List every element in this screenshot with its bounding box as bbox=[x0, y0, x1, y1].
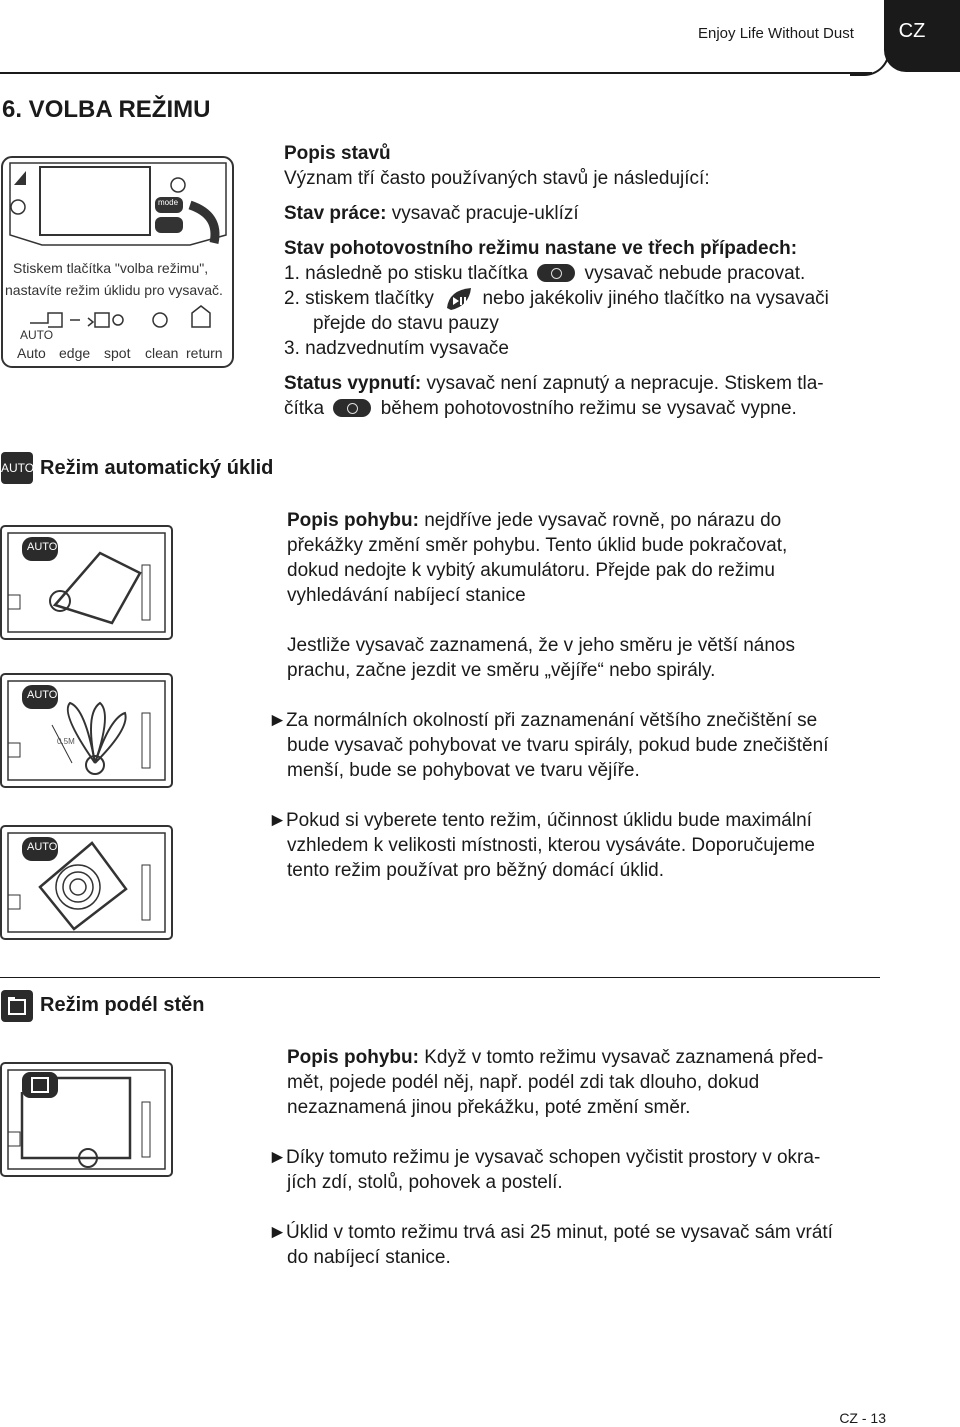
states-intro: Význam tří často používaných stavů je následující: bbox=[284, 168, 710, 189]
standby-heading: Stav pohotovostního režimu nastane ve třech případech: bbox=[284, 238, 798, 259]
edge-bullet1-line2: jích zdí, stolů, pohovek a postelí. bbox=[287, 1172, 563, 1193]
diagram-auto-badge: AUTO bbox=[27, 841, 58, 853]
language-label: CZ bbox=[898, 20, 926, 42]
off-state-label: Status vypnutí: bbox=[284, 373, 422, 394]
section-title: 6. VOLBA REŽIMU bbox=[2, 96, 211, 123]
bullet-arrow-icon: ► bbox=[268, 710, 287, 731]
edge-diagram bbox=[0, 1062, 174, 1178]
work-state-text: vysavač pracuje-uklízí bbox=[386, 203, 579, 224]
auto-move-label: Popis pohybu: bbox=[287, 510, 419, 531]
edge-mode-title: Režim podél stěn bbox=[40, 994, 205, 1016]
auto-bullet1-text1: Za normálních okolností při zaznamenání většího znečištění se bbox=[286, 710, 818, 731]
header-rule bbox=[0, 72, 872, 74]
auto-bullet2-text1: Pokud si vyberete tento režim, účinnost úklidu bude maximální bbox=[286, 810, 812, 831]
standby-item-2-pre: 2. stiskem tlačítky bbox=[284, 288, 434, 309]
auto-move-line2: překážky změní směr pohybu. Tento úklid bude pokračovat, bbox=[287, 535, 788, 556]
edge-bullet2-line2: do nabíjecí stanice. bbox=[287, 1247, 451, 1268]
edge-icon bbox=[1, 990, 33, 1022]
panel-caption-line1: Stiskem tlačítka "volba režimu", bbox=[13, 260, 209, 276]
standby-item-3: 3. nadzvednutím vysavače bbox=[284, 338, 509, 359]
mode-label-auto: Auto bbox=[17, 345, 46, 361]
edge-move-text1: Když v tomto režimu vysavač zaznamená před- bbox=[418, 1047, 824, 1068]
auto-diagram-spiral bbox=[0, 825, 174, 941]
edge-mode-icon bbox=[1, 990, 33, 1022]
room-diagram-edge bbox=[0, 1062, 174, 1178]
auto-diagram-random bbox=[0, 525, 174, 641]
auto-diagram-fan bbox=[0, 673, 174, 789]
edge-move-line1 bbox=[287, 1045, 823, 1070]
auto-bullet2-line2: vzhledem k velikosti místnosti, kterou vysáváte. Doporučujeme bbox=[287, 835, 815, 856]
panel-caption-line2: nastavíte režim úklidu pro vysavač. bbox=[5, 282, 223, 298]
bullet-arrow-icon: ► bbox=[268, 1147, 287, 1168]
states-heading: Popis stavů bbox=[284, 143, 391, 164]
fan-dimension-label: 0.5M bbox=[57, 737, 75, 746]
mode-button-label: mode bbox=[158, 198, 179, 207]
header-tagline: Enjoy Life Without Dust bbox=[698, 25, 854, 42]
power-button-icon bbox=[333, 399, 371, 417]
power-button-icon bbox=[537, 264, 575, 282]
bullet-arrow-icon: ► bbox=[268, 810, 287, 831]
page-number: CZ - 13 bbox=[839, 1410, 886, 1426]
mode-label-return: return bbox=[186, 345, 223, 361]
diagram-auto-badge: AUTO bbox=[27, 541, 58, 553]
auto-move-line1 bbox=[287, 508, 781, 533]
mode-label-spot: spot bbox=[104, 345, 131, 361]
auto-move-line3: dokud nedojte k vybitý akumulátoru. Přejde pak do režimu bbox=[287, 560, 775, 581]
auto-bullet2-line1 bbox=[268, 808, 812, 833]
standby-item-2 bbox=[284, 286, 829, 312]
auto-move-text1: nejdříve jede vysavač rovně, po nárazu do bbox=[418, 510, 782, 531]
edge-bullet2-line1 bbox=[268, 1220, 833, 1245]
off-state-text1: vysavač není zapnutý a nepracuje. Stiskem tla- bbox=[421, 373, 824, 394]
off-state-line1 bbox=[284, 371, 824, 396]
work-state bbox=[284, 201, 579, 226]
bullet-arrow-icon: ► bbox=[268, 1222, 287, 1243]
auto-move-line4: vyhledávání nabíjecí stanice bbox=[287, 585, 526, 606]
control-panel-illustration bbox=[0, 155, 236, 370]
standby-item-1 bbox=[284, 261, 805, 286]
auto-bullet1-line1 bbox=[268, 708, 817, 733]
edge-bullet1-line1 bbox=[268, 1145, 820, 1170]
mode-label-edge: edge bbox=[59, 345, 91, 361]
standby-item-1-pre: 1. následně po stisku tlačítka bbox=[284, 263, 528, 284]
standby-item-2-cont: přejde do stavu pauzy bbox=[313, 313, 499, 334]
edge-move-line3: nezaznamená jinou překážku, poté změní směr. bbox=[287, 1097, 691, 1118]
edge-bullet1-text1: Díky tomuto režimu je vysavač schopen vyčistit prostory v okra- bbox=[286, 1147, 821, 1168]
off-state-text2-post: během pohotovostního režimu se vysavač vypne. bbox=[380, 398, 797, 419]
auto-bullet1-line3: menší, bude se pohybovat ve tvaru vějíře. bbox=[287, 760, 640, 781]
auto-mode-icon: AUTO bbox=[1, 452, 33, 484]
play-pause-icon bbox=[443, 286, 473, 312]
standby-item-2-post: nebo jakékoliv jiného tlačítko na vysavači bbox=[482, 288, 829, 309]
auto-bullet2-line3: tento režim používat pro běžný domácí úklid. bbox=[287, 860, 665, 881]
auto-mode-title: Režim automatický úklid bbox=[40, 457, 274, 479]
off-state-line2 bbox=[284, 396, 797, 421]
mode-label-clean: clean bbox=[145, 345, 179, 361]
edge-move-line2: mět, pojede podél něj, např. podél zdi tak dlouho, dokud bbox=[287, 1072, 760, 1093]
edge-bullet2-text1: Úklid v tomto režimu trvá asi 25 minut, poté se vysavač sám vrátí bbox=[286, 1222, 833, 1243]
standby-item-1-post: vysavač nebude pracovat. bbox=[584, 263, 806, 284]
auto-bullet1-line2: bude vysavač pohybovat ve tvaru spirály, pokud bude znečištění bbox=[287, 735, 829, 756]
section-divider bbox=[0, 977, 880, 978]
auto-dust-line2: prachu, začne jezdit ve směru „vějíře“ nebo spirály. bbox=[287, 660, 716, 681]
edge-move-label: Popis pohybu: bbox=[287, 1047, 419, 1068]
auto-dust-line1: Jestliže vysavač zaznamená, že v jeho směru je větší nános bbox=[287, 635, 795, 656]
panel-auto-word: AUTO bbox=[20, 328, 54, 342]
work-state-label: Stav práce: bbox=[284, 203, 387, 224]
diagram-auto-badge: AUTO bbox=[27, 689, 58, 701]
off-state-text2-pre: čítka bbox=[284, 398, 325, 419]
